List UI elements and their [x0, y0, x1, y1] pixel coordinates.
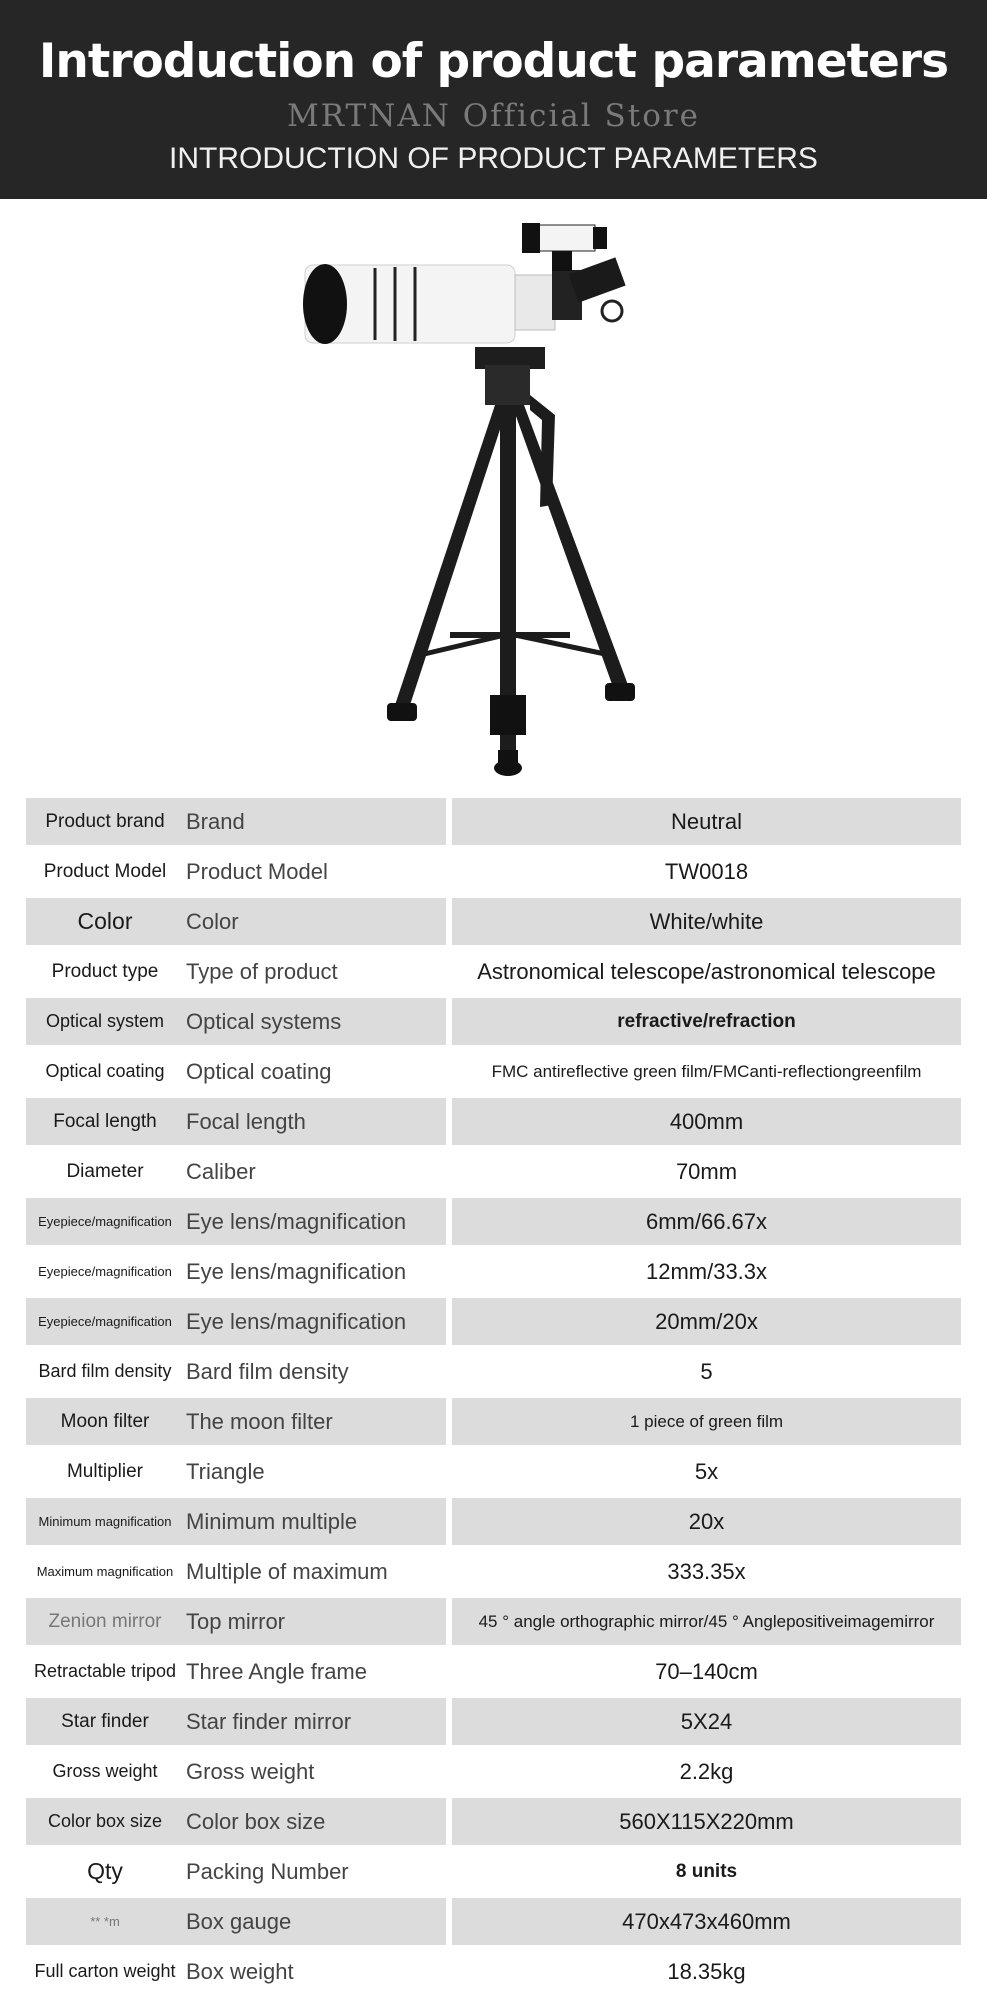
parameters-table — [26, 798, 961, 1998]
row-label: Minimum magnification — [38, 1514, 172, 1529]
row-value: 1 piece of green film — [452, 1398, 961, 1445]
row-field: Optical coating — [186, 1058, 332, 1084]
telescope-image — [290, 215, 670, 780]
row-field: Multiple of maximum — [186, 1558, 388, 1584]
row-value: 5 — [700, 1358, 713, 1384]
row-field: Gross weight — [186, 1758, 315, 1784]
row-value: 45 ° angle orthographic mirror/45 ° Anglepositiveimagemirror — [452, 1598, 961, 1645]
table-row — [26, 1248, 961, 1295]
row-field: Triangle — [186, 1458, 265, 1484]
table-row — [26, 948, 961, 995]
table-row — [26, 898, 961, 945]
row-label: Product Model — [43, 860, 167, 882]
row-field: Star finder mirror — [186, 1708, 352, 1734]
row-field: Caliber — [186, 1158, 256, 1184]
row-label: Product type — [51, 960, 159, 982]
table-row — [26, 1798, 961, 1845]
row-value: 6mm/66.67x — [452, 1198, 961, 1245]
row-label: Zenion mirror — [48, 1610, 162, 1632]
row-label: Eyepiece/magnification — [38, 1264, 172, 1279]
row-field: Product Model — [186, 858, 328, 884]
row-value: 70–140cm — [655, 1658, 758, 1684]
row-field: Box weight — [186, 1958, 294, 1984]
row-field: Eye lens/magnification — [186, 1258, 407, 1284]
table-row — [26, 998, 961, 1045]
row-value: 12mm/33.3x — [645, 1258, 768, 1284]
row-value: 470x473x460mm — [452, 1898, 961, 1945]
row-label: Multiplier — [66, 1460, 144, 1482]
table-row — [26, 1098, 961, 1145]
row-field: Box gauge — [186, 1908, 292, 1934]
table-row — [26, 1598, 961, 1645]
table-row — [26, 1548, 961, 1595]
table-row — [26, 1298, 961, 1345]
table-row — [26, 1948, 961, 1995]
row-label: Bard film density — [38, 1361, 172, 1381]
row-field: Color — [186, 908, 239, 934]
table-row — [26, 1198, 961, 1245]
row-field: Packing Number — [186, 1858, 349, 1884]
table-row — [26, 1498, 961, 1545]
table-row — [26, 798, 961, 845]
row-value: refractive/refraction — [452, 998, 961, 1045]
row-label: Focal length — [53, 1110, 157, 1132]
row-label: Color box size — [47, 1811, 163, 1831]
table-row — [26, 1048, 961, 1095]
row-field: Bard film density — [186, 1358, 349, 1384]
table-row — [26, 848, 961, 895]
row-value: 2.2kg — [679, 1758, 734, 1784]
header-banner — [0, 0, 987, 199]
row-field: The moon filter — [186, 1408, 333, 1434]
table-row — [26, 1898, 961, 1945]
store-watermark: MRTNAN Official Store — [286, 98, 701, 134]
row-field: Color box size — [186, 1808, 326, 1834]
row-label: Retractable tripod — [33, 1661, 177, 1681]
row-field: Three Angle frame — [186, 1658, 367, 1684]
row-label: Moon filter — [60, 1410, 150, 1432]
row-label: Qty — [87, 1858, 123, 1884]
row-label: Diameter — [66, 1160, 144, 1182]
row-field: Top mirror — [186, 1608, 286, 1634]
table-row — [26, 1398, 961, 1445]
table-row — [26, 1648, 961, 1695]
table-row — [26, 1348, 961, 1395]
row-field: Brand — [186, 808, 245, 834]
row-label: Eyepiece/magnification — [38, 1314, 172, 1329]
page-subtitle: INTRODUCTION OF PRODUCT PARAMETERS — [169, 142, 818, 175]
row-label: Star finder — [61, 1710, 149, 1732]
row-value: White/white — [452, 898, 961, 945]
row-value: 18.35kg — [667, 1958, 746, 1984]
row-value: 8 units — [675, 1860, 738, 1882]
row-field: Optical systems — [186, 1008, 342, 1034]
row-label: Maximum magnification — [36, 1564, 174, 1579]
row-field: Focal length — [186, 1108, 306, 1134]
row-label: ** *m — [90, 1914, 120, 1929]
row-label: Color — [77, 908, 133, 934]
row-label: Eyepiece/magnification — [38, 1214, 172, 1229]
row-value: 20x — [452, 1498, 961, 1545]
row-value: Neutral — [452, 798, 961, 845]
row-value: 70mm — [675, 1158, 738, 1184]
row-field: Minimum multiple — [186, 1508, 358, 1534]
table-row — [26, 1698, 961, 1745]
row-value: TW0018 — [664, 858, 749, 884]
row-value: 333.35x — [667, 1558, 746, 1584]
table-row — [26, 1148, 961, 1195]
row-value: 20mm/20x — [452, 1298, 961, 1345]
row-value: Astronomical telescope/astronomical telescope — [477, 958, 936, 984]
table-row — [26, 1448, 961, 1495]
row-label: Optical coating — [45, 1061, 165, 1081]
row-field: Type of product — [186, 958, 338, 984]
row-field: Eye lens/magnification — [186, 1308, 407, 1334]
page-title: Introduction of product parameters — [38, 34, 949, 89]
row-label: Optical system — [45, 1011, 165, 1031]
row-value: 560X115X220mm — [452, 1798, 961, 1845]
row-value: 5X24 — [452, 1698, 961, 1745]
row-label: Full carton weight — [34, 1961, 176, 1981]
row-value: FMC antireflective green film/FMCanti-reflectiongreenfilm — [491, 1061, 922, 1081]
row-label: Product brand — [45, 810, 165, 832]
row-label: Gross weight — [52, 1761, 158, 1781]
row-value: 400mm — [452, 1098, 961, 1145]
row-field: Eye lens/magnification — [186, 1208, 407, 1234]
row-value: 5x — [694, 1458, 719, 1484]
table-row — [26, 1848, 961, 1895]
table-row — [26, 1748, 961, 1795]
